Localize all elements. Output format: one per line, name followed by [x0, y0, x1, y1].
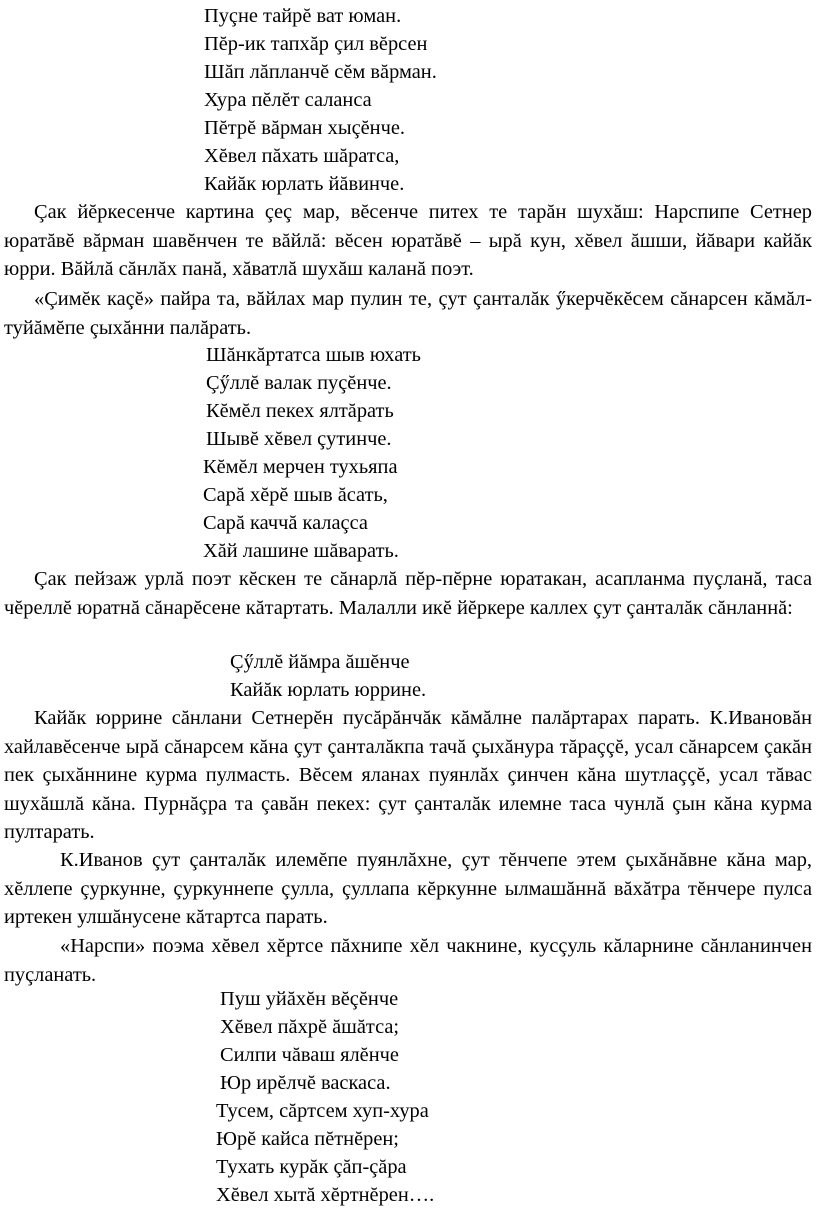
stanza-1-line: Шăп лăпланчĕ сĕм вăрман. — [204, 61, 437, 83]
stanza-4-line: Пуш уйăхĕн вĕçĕнче — [220, 988, 399, 1010]
stanza-4-line: Тусем, сăртсем хуп-хура — [216, 1100, 429, 1122]
stanza-4-line: Юр ирĕлчĕ васкаса. — [220, 1072, 391, 1094]
stanza-2-line: Кĕмĕл пекех ялтăрать — [206, 400, 394, 422]
paragraph-5: К.Иванов çут çанталăк илемĕпе пуянлăхне, çут тĕнчепе этем çыхăнăвне кăна мар, хĕллепе çуркунне, çуркуннепе çулла, çуллапа кĕркунне ылмашăннă вăхăтра тĕнчере пулса иртекен улшăнусене кăтартса парать. — [4, 849, 812, 929]
stanza-1-line: Хура пĕлĕт саланса — [204, 89, 372, 111]
stanza-2-line: Сарă хĕрĕ шыв ăсать, — [203, 484, 388, 506]
stanza-4-line: Тухать курăк çăп-çăра — [216, 1156, 407, 1178]
paragraph-3: Çак пейзаж урлă поэт кĕскен те сăнарлă пĕр-пĕрне юратакан, асапланма пуçланă, таса чĕреллĕ юратнă сăнарĕсене кăтартать. Малалли икĕ йĕркере каллех çут çанталăк сăнланнă: — [4, 568, 812, 619]
stanza-1-line: Пуçне тайрĕ ват юман. — [204, 5, 402, 27]
stanza-4-line: Силпи чăваш ялĕнче — [220, 1044, 399, 1066]
paragraph-6: «Нарспи» поэма хĕвел хĕртсе пăхнипе хĕл чакнине, кусçуль кăларнине сăнланинчен пуçланать. — [4, 935, 812, 986]
stanza-2-line: Шăнкăртатса шыв юхать — [206, 344, 421, 366]
stanza-1-line: Хĕвел пăхать шăратса, — [204, 145, 400, 167]
stanza-4-line: Хĕвел пăхрĕ ăшăтса; — [220, 1016, 400, 1038]
stanza-3-line: Çӳллĕ йăмра ăшĕнче — [230, 651, 410, 673]
paragraph-4: Кайăк юррине сăнлани Сетнерĕн пусăрăнчăк кăмăлне палăртарах парать. К.Ивановăн хайлавĕсенче ырă сăнарсем кăна çут çанталăкпа тачă çыхăнура тăраççĕ, усал сăнарсем çакăн пек çыхăннине курма пулмасть. Вĕсем яланах пуянлăх çинчен кăна шутлаççĕ, усал тăвас шухăшлă кăна. Пурнăçра та çавăн пекех: çут çанталăк илемне таса чунлă çын кăна курма пултарать. — [4, 707, 812, 844]
paragraph-1: Çак йĕркесенче картина çеç мар, вĕсенче питех те тарăн шухăш: Нарспипе Сетнер юратăвĕ вăрман шавĕнчен те вăйлă: вĕсен юратăвĕ – ырă кун, хĕвел ăшши, йăвари кайăк юрри. Вăйлă сăнлăх панă, хăватлă шухăш каланă поэт. — [4, 201, 812, 281]
stanza-2-line: Хăй лашине шăварать. — [203, 540, 399, 562]
stanza-2-line: Çӳллĕ валак пуçĕнче. — [206, 372, 392, 394]
stanza-4-line: Хĕвел хытă хĕртнĕрен…. — [216, 1184, 435, 1206]
stanza-2-line: Шывĕ хĕвел çутинче. — [206, 428, 392, 450]
stanza-3-line: Кайăк юрлать юррине. — [230, 679, 427, 701]
stanza-1-line: Пĕр-ик тапхăр çил вĕрсен — [204, 33, 428, 55]
stanza-2-line: Кĕмĕл мерчен тухьяпа — [203, 456, 398, 478]
stanza-4-line: Юрĕ кайса пĕтнĕрен; — [216, 1128, 399, 1150]
paragraph-2: «Çимĕк каçĕ» пайра та, вăйлах мар пулин те, çут çанталăк ӳкерчĕкĕсем сăнарсен кăмăл-туйăмĕпе çыхăнни палăрать. — [4, 288, 812, 339]
stanza-1-line: Кайăк юрлать йăвинче. — [204, 173, 405, 195]
stanza-2-line: Сарă каччă калаçса — [203, 512, 368, 534]
stanza-1-line: Пĕтрĕ вăрман хыçĕнче. — [204, 117, 405, 139]
